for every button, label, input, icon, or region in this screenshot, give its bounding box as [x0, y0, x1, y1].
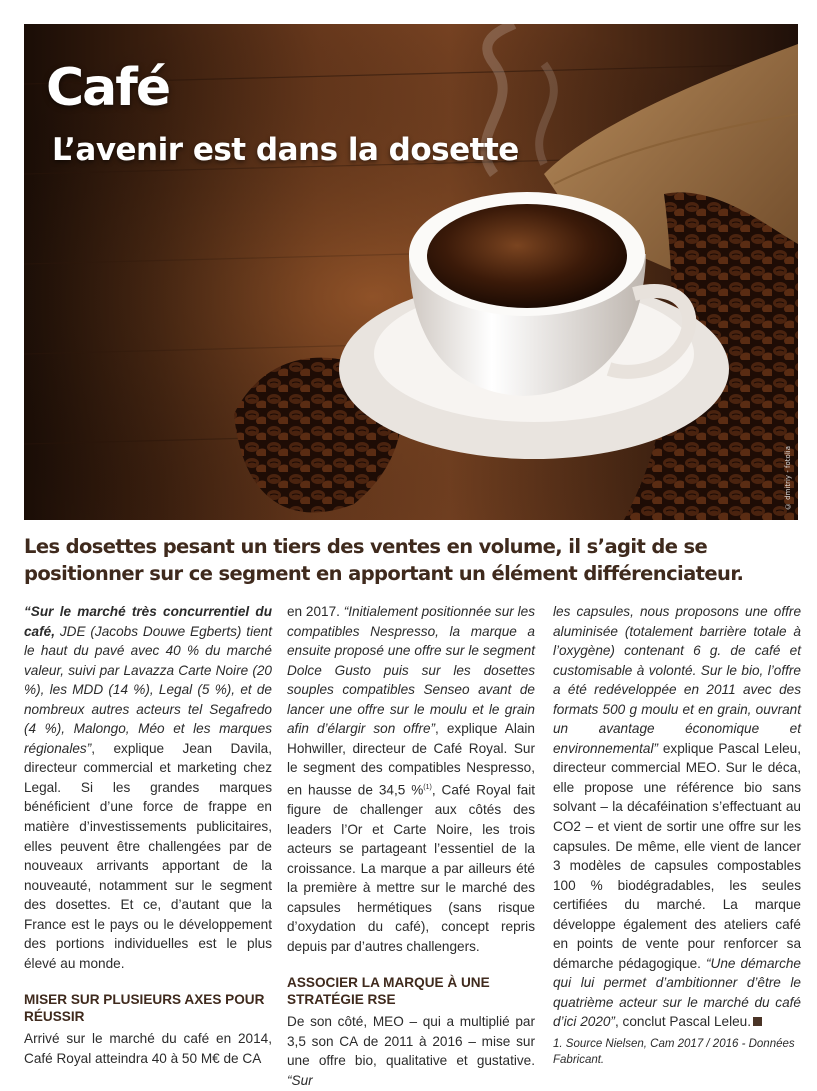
body-text: , explique Alain Hohwiller, directeur de Café Royal. Sur le segment des compatibles Nespresso, en hausse de 34,5 %: [287, 721, 535, 798]
quote-text: les capsules, nous proposons une offre aluminisée (totalement barrière totale à l’oxygène) contenant 6 g. de café et customisable à volonté. Sur le bio, l’offre a été redéveloppée en 2011 avec des formats 500 g moulu et en grain, ouvrant un avantage économique et environnemental”: [553, 604, 801, 756]
body-text: , Café Royal fait figure de challenger aux côtés des leaders l’Or et Carte Noire, les trois acteurs se partageant l’essentiel de la croissance. La marque a par ailleurs été la première à mettre sur le marché des capsules hermétiques (sans risque d’oxydation du café), concept repris depuis par d’autres challengers.: [287, 782, 535, 954]
body-text: , conclut Pascal Leleu.: [614, 1014, 751, 1030]
body-text: explique Pascal Leleu, directeur commercial MEO. Sur le déca, elle propose une référence bio sans solvant – la décaféination s’effectuant au CO2 – et vient de sortir une offre sur les capsules. De même, elle vient de lancer 3 modèles de capsules compostables 100 % biodégradables, les seules certifiées du marché. La marque développe également des ateliers café en points de vente pour renforcer sa démarche pédagogique.: [553, 740, 801, 971]
quote-text: “Initialement positionnée sur les compatibles Nespresso, la marque a ensuite proposé une offre sur le segment Dolce Gusto puis sur les dosettes souples compatibles Senseo avant de lancer une offre sur le moulu et le grain afin d’élargir son offre”: [287, 604, 535, 737]
article-title: Café: [46, 58, 170, 118]
paragraph: [553, 602, 801, 1032]
footnote: 1. Source Nielsen, Cam 2017 / 2016 - Données Fabricant.: [553, 1038, 795, 1067]
article-column-1: [24, 602, 272, 1068]
photo-credit: © dmitriy - fotolia: [784, 445, 792, 510]
body-text: De son côté, MEO – qui a multiplié par 3,5 son CA de 2011 à 2016 – mise sur une offre bio, qualitative et gustative.: [287, 1014, 535, 1069]
paragraph: [24, 602, 272, 973]
article-column-3: [553, 602, 801, 1068]
body-text: en 2017.: [287, 604, 344, 619]
article-column-2: [287, 602, 535, 1091]
quote-text: “Sur: [287, 1073, 313, 1089]
quote-text: JDE (Jacobs Douwe Egberts) tient le haut du pavé avec 40 % du marché valeur, suivi par Lavazza Carte Noire (20 %), les MDD (14 %), Legal (5 %), et de nombreux autres acteurs tel Segafredo (4 %), Malongo, Méo et les marques régionales”: [24, 623, 272, 756]
lead-in-text: “Sur le marché très concurrentiel du café,: [24, 604, 272, 639]
paragraph: [287, 1012, 535, 1090]
article-lead: Les dosettes pesant un tiers des ventes en volume, il s’agit de se positionner sur ce segment en apportant un élément différenciateur.: [24, 535, 744, 585]
hero-photo: [24, 24, 798, 520]
end-of-article-mark: [753, 1017, 762, 1026]
section-subhead: ASSOCIER LA MARQUE À UNE STRATÉGIE RSE: [287, 975, 490, 1008]
footnote-ref: (1): [423, 783, 432, 791]
paragraph: Arrivé sur le marché du café en 2014, Café Royal atteindra 40 à 50 M€ de CA: [24, 1031, 272, 1066]
paragraph: [287, 602, 535, 956]
body-text: , explique Jean Davila, directeur commercial et marketing chez Legal. Si les grandes marques bénéficient d’une force de frappe en matière d’investissements publicitaires, elles peuvent être challengées par de nouveaux arrivants apportant de la nouveauté, notamment sur le segment des dosettes. Et ce, d’autant que la France est le pays ou le développement des portions individuelles est le plus élevé au monde.: [24, 740, 272, 971]
section-subhead: MISER SUR PLUSIEURS AXES POUR RÉUSSIR: [24, 992, 265, 1025]
quote-text: “Une démarche qui lui permet d’ambitionner d’être le quatrième acteur sur le marché du café d’ici 2020”: [553, 955, 801, 1030]
article-subtitle: L’avenir est dans la dosette: [52, 132, 519, 168]
